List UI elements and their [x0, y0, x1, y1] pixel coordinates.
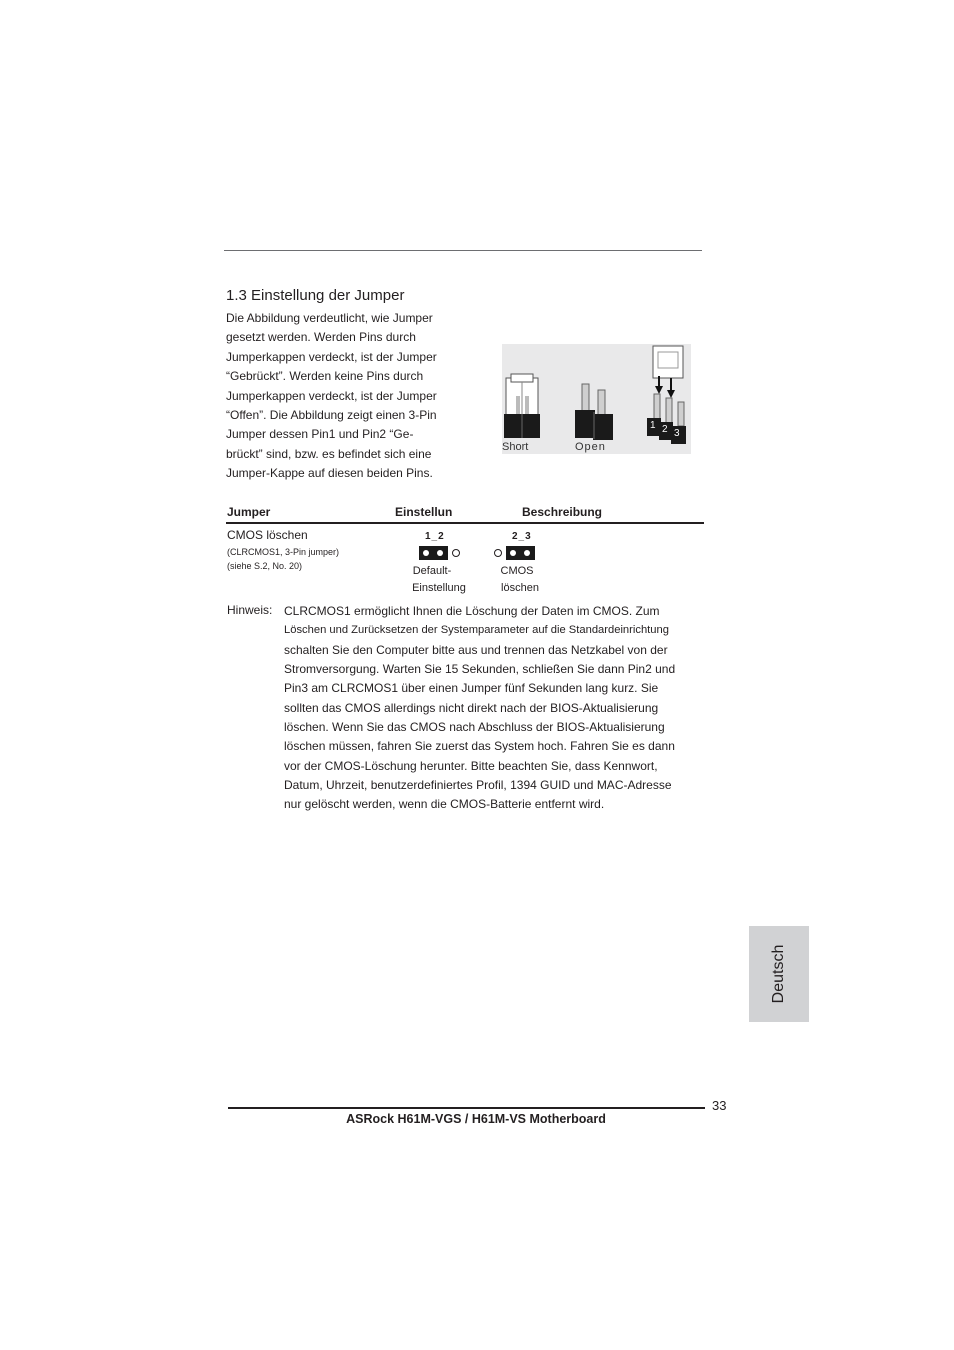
jumper-illustration: [502, 344, 691, 454]
top-rule: [224, 250, 702, 251]
table-rule: [226, 522, 704, 524]
short-label: Short: [502, 441, 529, 453]
intro-paragraph: [226, 309, 454, 484]
pin-number-2: 2: [662, 424, 668, 435]
jumper-reference: (siehe S.2, No. 20): [227, 561, 303, 571]
caption-default-1: Default-: [412, 565, 452, 577]
note-line: Datum, Uhrzeit, benutzerdefiniertes Profil, 1394 GUID und MAC-Adresse: [284, 778, 672, 793]
page-number: 33: [712, 1098, 727, 1113]
section-title: 1.3 Einstellung der Jumper: [226, 287, 405, 304]
pin-number-3: 3: [674, 428, 680, 439]
note-line: Stromversorgung. Warten Sie 15 Sekunden, schließen Sie dann Pin2 und: [284, 662, 676, 677]
pins-1-2-icon: [419, 545, 463, 561]
open-jumper-icon: [575, 384, 613, 440]
caption-clear-2: löschen: [501, 582, 539, 594]
note-line: nur gelöscht werden, wenn die CMOS-Batterie entfernt wird.: [284, 797, 605, 812]
intro-line: Jumperkappen verdeckt, ist der Jumper: [226, 349, 437, 364]
note-line: schalten Sie den Computer bitte aus und trennen das Netzkabel von der: [284, 642, 668, 657]
jumper-figure: [502, 344, 691, 454]
setting-clear-label: 2_3: [512, 531, 532, 542]
language-tab-label: Deutsch: [770, 944, 787, 1004]
note-line: sollten das CMOS allerdings nicht direkt nach der BIOS-Aktualisierung: [284, 700, 659, 715]
bottom-rule: [228, 1107, 705, 1109]
language-tab: [749, 926, 809, 1022]
intro-line: Jumper dessen Pin1 und Pin2 “Ge-: [226, 427, 414, 442]
intro-line: Die Abbildung verdeutlicht, wie Jumper: [226, 311, 433, 325]
intro-line: Jumperkappen verdeckt, ist der Jumper: [226, 388, 437, 403]
note-line: löschen müssen, fahren Sie zuerst das System hoch. Fahren Sie es dann: [284, 739, 675, 754]
setting-default-label: 1_2: [425, 531, 445, 542]
intro-line: brückt” sind, bzw. es befindet sich eine: [226, 446, 432, 461]
jumper-subtitle: (CLRCMOS1, 3-Pin jumper): [227, 547, 340, 557]
note-line: Pin3 am CLRCMOS1 über einen Jumper fünf Sekunden lang kurz. Sie: [284, 681, 659, 696]
intro-line: gesetzt werden. Werden Pins durch: [226, 330, 416, 345]
header-setting: Einstellun: [395, 505, 453, 519]
header-description: Beschreibung: [522, 505, 603, 519]
intro-line: Jumper-Kappe auf diesen beiden Pins.: [226, 466, 433, 481]
pin-number-1: 1: [650, 420, 656, 431]
jumper-name: CMOS löschen: [227, 528, 308, 542]
note-paragraph: [284, 602, 704, 815]
intro-line: “Offen”. Die Abbildung zeigt einen 3-Pin: [226, 408, 437, 423]
note-label: Hinweis:: [227, 603, 273, 617]
pins-2-3-icon: [491, 545, 535, 561]
note-line: löschen. Wenn Sie das CMOS nach Abschluss der BIOS-Aktualisierung: [284, 720, 665, 735]
footer-title: ASRock H61M-VGS / H61M-VS Motherboard: [346, 1112, 606, 1126]
note-line: Löschen und Zurücksetzen der Systemparameter auf die Standardeinrichtung: [284, 624, 669, 637]
note-line: vor der CMOS-Löschung herunter. Bitte beachten Sie, dass Kennwort,: [284, 758, 658, 773]
short-jumper-icon: [504, 374, 540, 438]
caption-clear-1: CMOS: [500, 565, 534, 577]
note-line: CLRCMOS1 ermöglicht Ihnen die Löschung der Daten im CMOS. Zum: [284, 604, 660, 618]
caption-default-2: Einstellung: [412, 582, 466, 594]
open-label: Open: [575, 441, 606, 453]
intro-line: “Gebrückt”. Werden keine Pins durch: [226, 369, 424, 384]
header-jumper: Jumper: [227, 505, 271, 519]
